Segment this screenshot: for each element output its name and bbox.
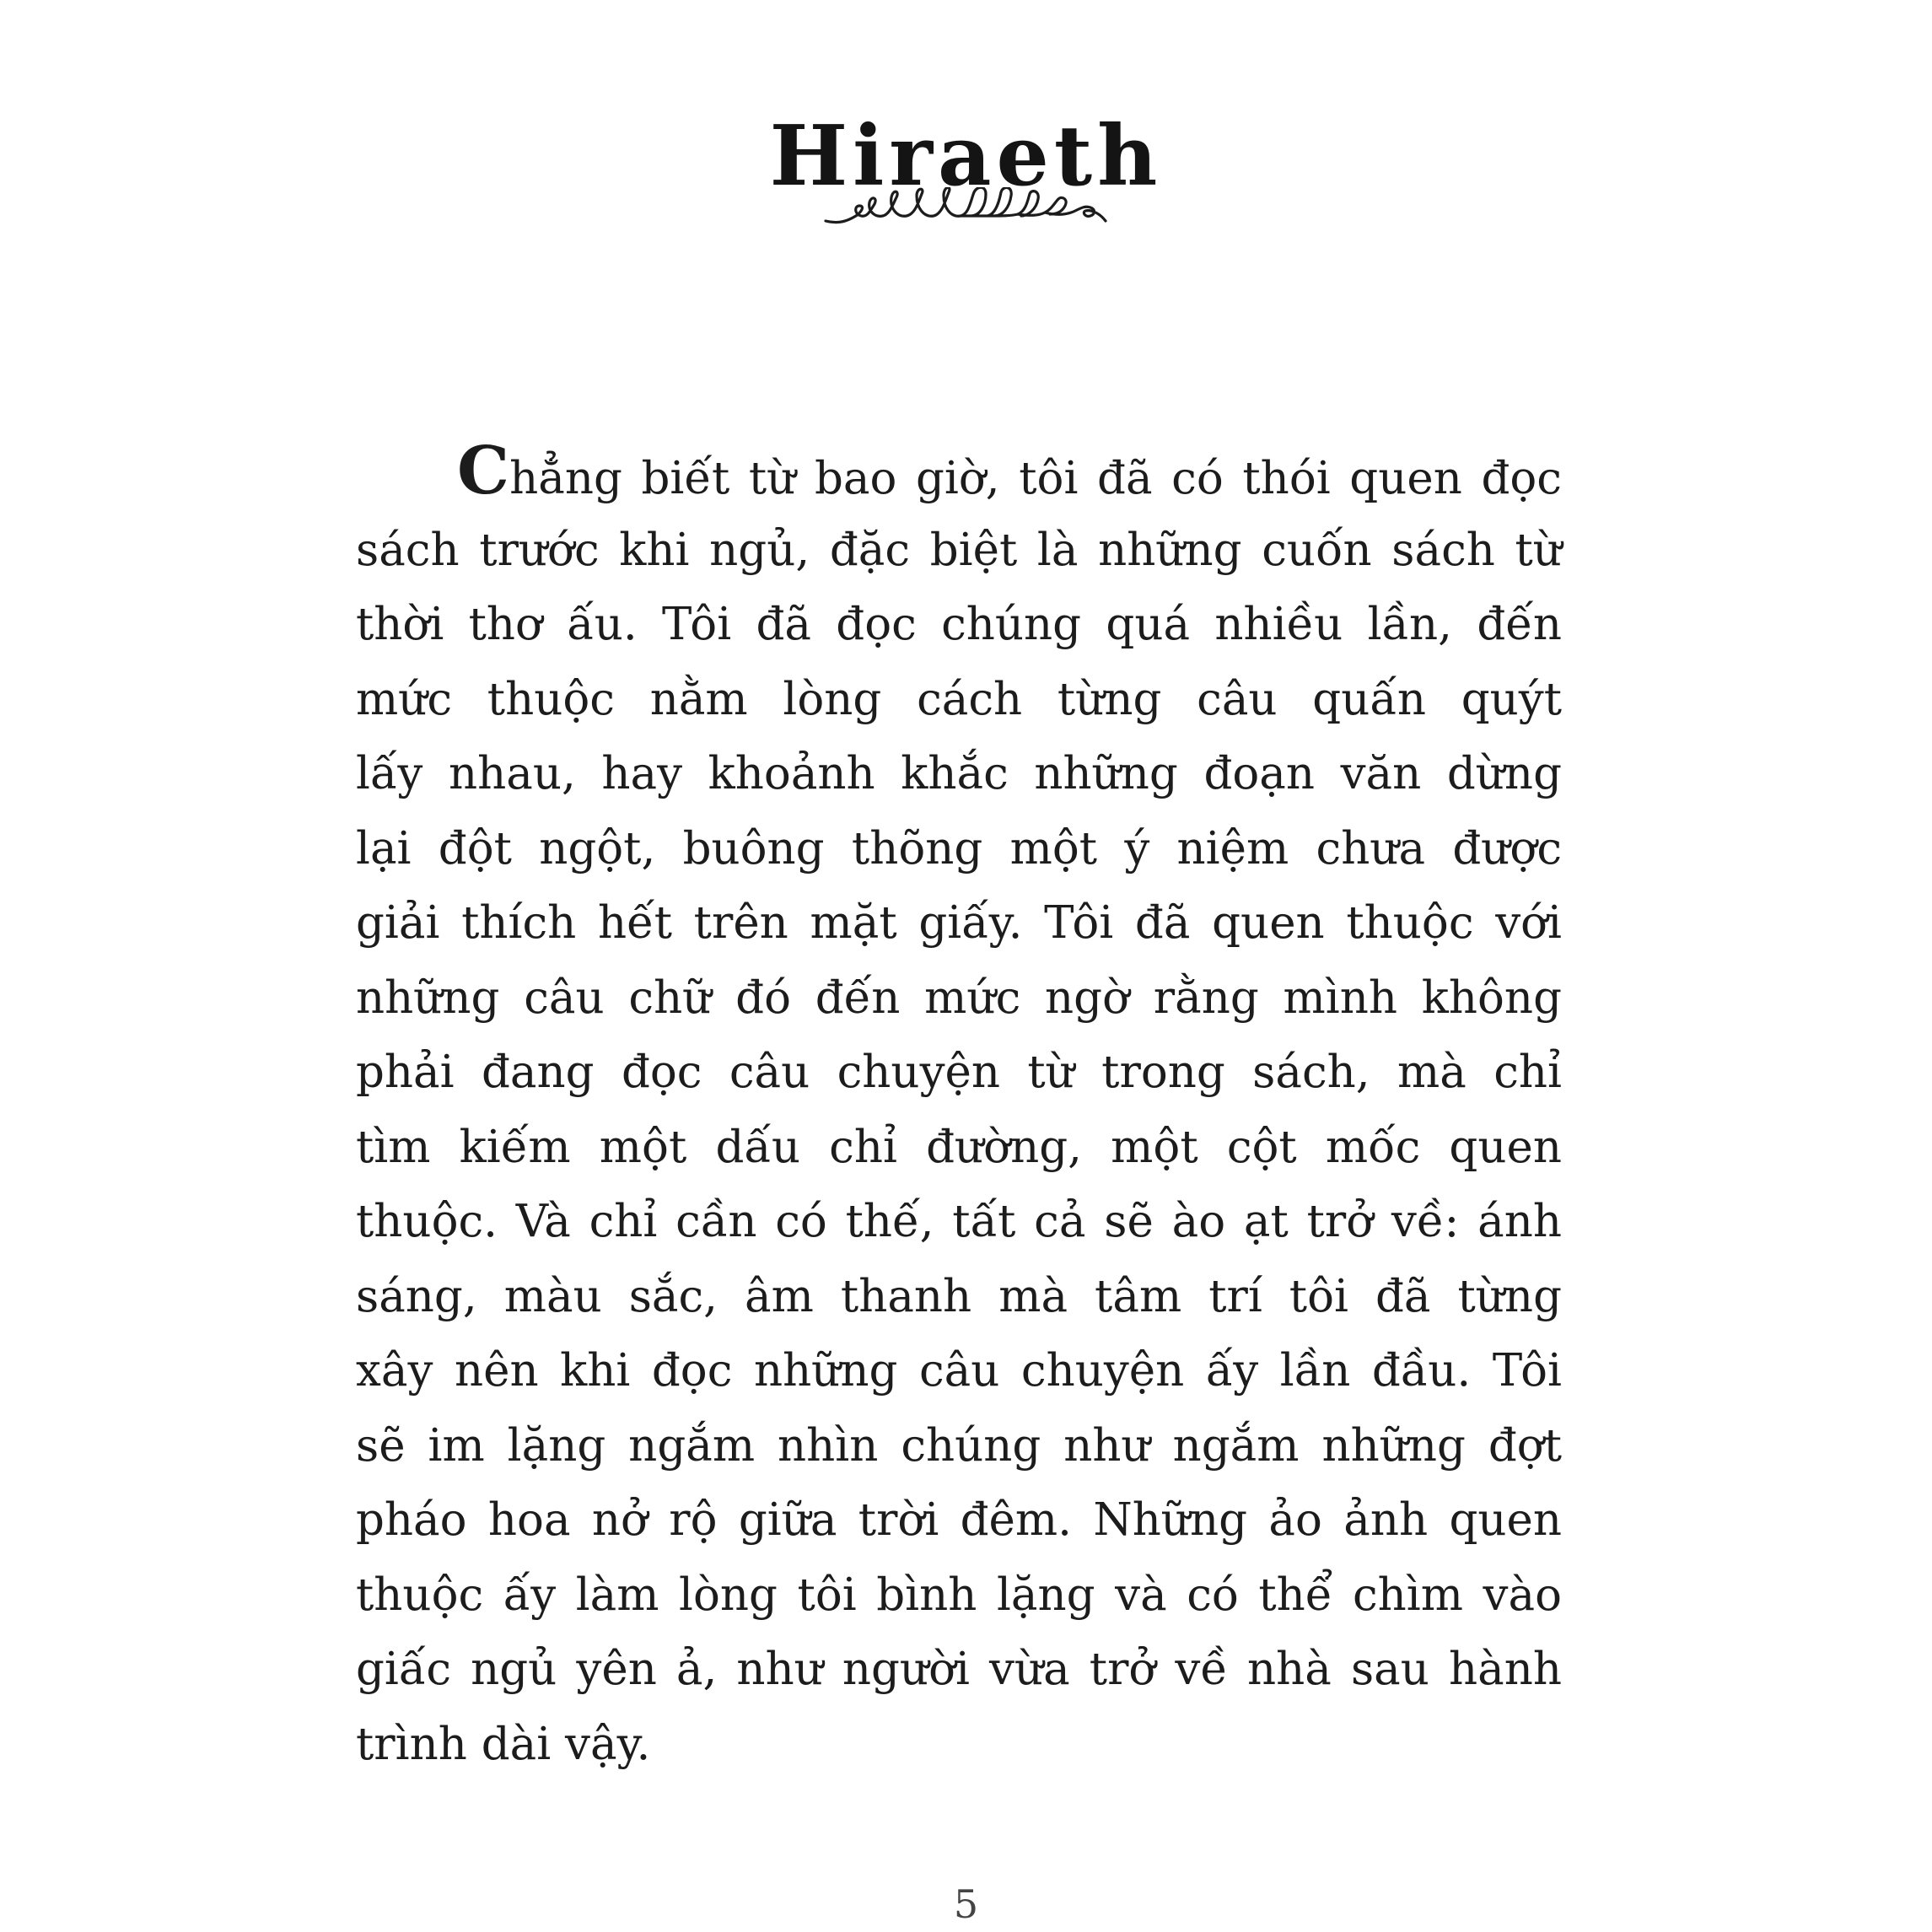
paragraph-line: sáng, màu sắc, âm thanh mà tâm trí tôi đã từng: [356, 1270, 1562, 1322]
paragraph-line: phải đang đọc câu chuyện từ trong sách, mà chỉ: [356, 1047, 1562, 1098]
curl-flourish-icon: [822, 187, 1109, 238]
paragraph-line: lấy nhau, hay khoảnh khắc những đoạn văn dừng: [356, 748, 1562, 799]
page-number: 5: [953, 1881, 979, 1927]
paragraph-line: lại đột ngột, buông thõng một ý niệm chưa được: [356, 822, 1562, 875]
chapter-title: Hiraeth: [769, 107, 1163, 205]
paragraph-line: sẽ im lặng ngắm nhìn chúng như ngắm những đợt: [356, 1419, 1562, 1472]
paragraph-line: xây nên khi đọc những câu chuyện ấy lần đầu. Tôi: [356, 1345, 1562, 1397]
paragraph-line: thuộc ấy làm lòng tôi bình lặng và có thể chìm vào: [356, 1569, 1562, 1621]
paragraph-line: tìm kiếm một dấu chỉ đường, một cột mốc quen: [356, 1121, 1562, 1173]
paragraph-line: pháo hoa nở rộ giữa trời đêm. Những ảo ảnh quen: [356, 1494, 1562, 1546]
paragraph-line: những câu chữ đó đến mức ngờ rằng mình không: [356, 971, 1562, 1024]
paragraph-line: trình dài vậy.: [356, 1718, 651, 1770]
paragraph-line: giải thích hết trên mặt giấy. Tôi đã quen thuộc với: [356, 897, 1562, 949]
paragraph-line: thuộc. Và chỉ cần có thế, tất cả sẽ ào ạt trở về: ánh: [356, 1196, 1562, 1247]
paragraph-line: [356, 433, 1562, 514]
paragraph-line: thời thơ ấu. Tôi đã đọc chúng quá nhiều lần, đến: [356, 599, 1562, 650]
paragraph-line: sách trước khi ngủ, đặc biệt là những cuốn sách từ: [356, 524, 1562, 576]
paragraph-line: giấc ngủ yên ả, như người vừa trở về nhà sau hành: [356, 1644, 1562, 1695]
paragraph-line: mức thuộc nằm lòng cách từng câu quấn quýt: [356, 673, 1562, 725]
paragraph-line-text: hẳng biết từ bao giờ, tôi đã có thói quen đọc: [509, 453, 1562, 504]
body-paragraph: [356, 433, 1562, 1788]
drop-cap: C: [457, 433, 510, 509]
